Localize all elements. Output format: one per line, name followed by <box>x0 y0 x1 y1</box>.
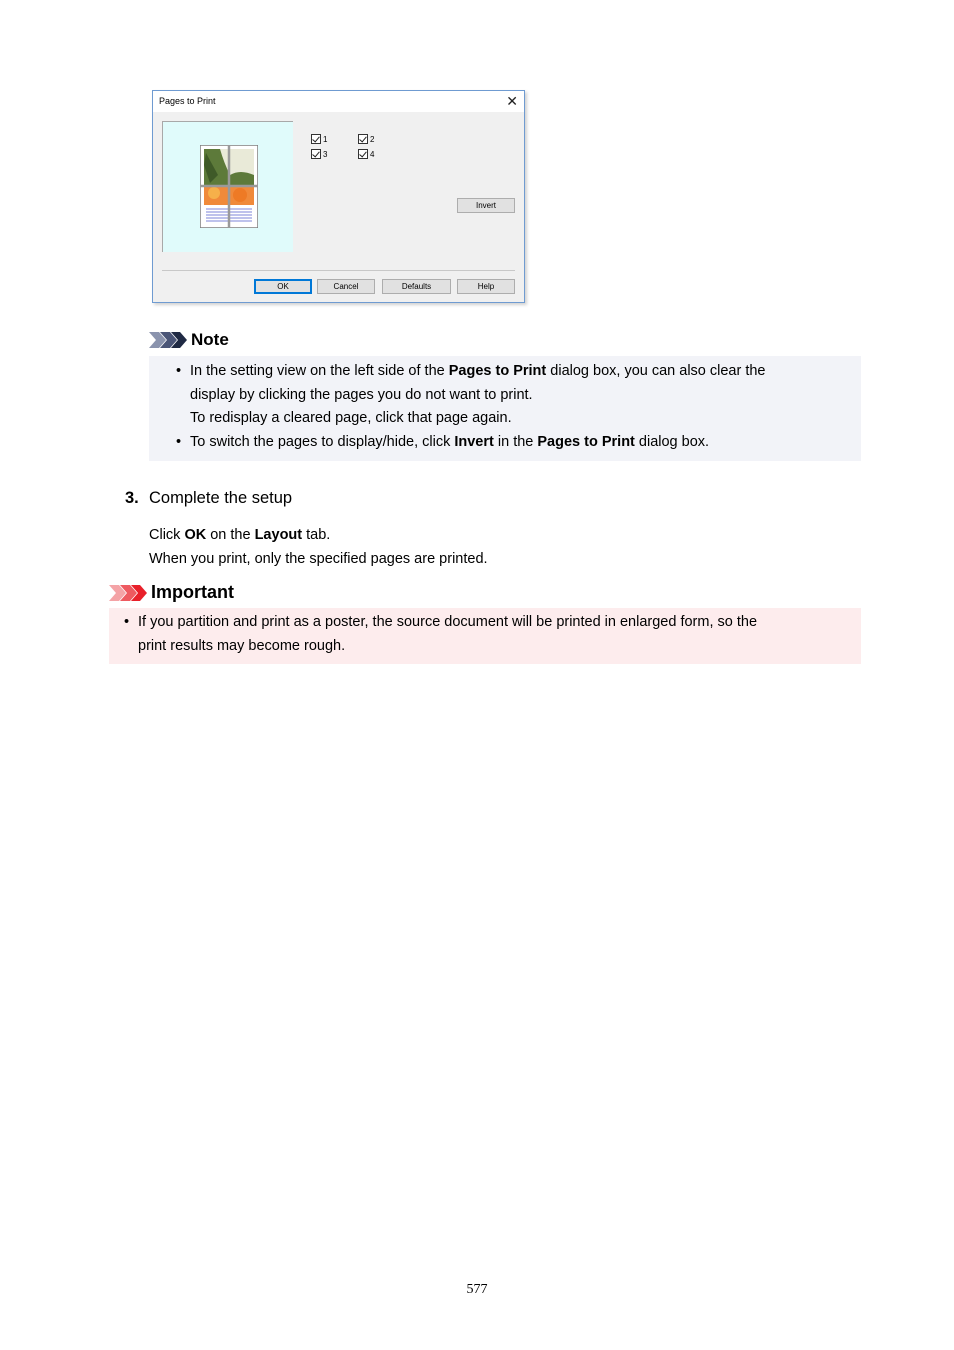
help-button[interactable]: Help <box>457 279 515 294</box>
close-icon[interactable]: ✕ <box>506 93 518 109</box>
step-title: Complete the setup <box>149 489 293 507</box>
checkbox-label: 3 <box>323 149 328 159</box>
step-body <box>149 524 488 571</box>
list-item <box>124 611 854 658</box>
poster-preview-image[interactable] <box>200 145 258 228</box>
important-heading <box>109 582 234 603</box>
step-bold-text: Layout <box>254 527 303 543</box>
note-bold-text: Pages to Print <box>448 363 547 379</box>
note-heading <box>149 330 229 350</box>
step-text: tab. <box>302 527 331 543</box>
note-text: in the <box>493 433 538 450</box>
note-text: dialog box. <box>634 433 710 450</box>
note-bold-text: Invert <box>454 433 494 450</box>
important-text: If you partition and print as a poster, the source document will be printed in enlarged form, so the <box>138 614 758 630</box>
important-chevrons-icon <box>109 585 147 601</box>
note-bold-text: Pages to Print <box>537 433 635 450</box>
invert-button[interactable]: Invert <box>457 198 515 213</box>
page-preview-area[interactable] <box>162 121 293 252</box>
bullet: • <box>176 433 182 450</box>
step-text: Click <box>149 527 185 543</box>
note-label: Note <box>191 330 229 349</box>
page-4-checkbox[interactable] <box>358 149 374 159</box>
list-item <box>176 360 856 431</box>
important-box <box>109 608 861 664</box>
step-line <box>149 524 488 548</box>
checkbox-checked-icon <box>311 134 321 144</box>
page-number: 577 <box>466 1282 488 1297</box>
dialog-separator <box>162 270 515 271</box>
checkbox-checked-icon <box>358 149 368 159</box>
ok-button[interactable]: OK <box>254 279 312 294</box>
checkbox-label: 1 <box>323 134 328 144</box>
step-text: on the <box>206 527 255 543</box>
note-chevrons-icon <box>149 332 187 348</box>
checkbox-label: 2 <box>370 134 375 144</box>
checkbox-checked-icon <box>311 149 321 159</box>
note-text: In the setting view on the left side of the <box>190 363 449 379</box>
cancel-button[interactable]: Cancel <box>317 279 375 294</box>
step-number: 3. <box>125 489 139 507</box>
note-text: display by clicking the pages you do not want to print. <box>190 386 533 403</box>
checkbox-checked-icon <box>358 134 368 144</box>
bullet: • <box>176 363 182 379</box>
note-list <box>176 360 856 454</box>
page-1-checkbox[interactable] <box>311 134 327 144</box>
note-box <box>149 356 861 461</box>
list-item <box>176 431 856 455</box>
dialog-title: Pages to Print <box>159 96 216 106</box>
page-3-checkbox[interactable] <box>311 149 327 159</box>
important-text: print results may become rough. <box>138 637 346 654</box>
checkbox-label: 4 <box>370 149 375 159</box>
step-line: When you print, only the specified pages are printed. <box>149 550 488 567</box>
pages-to-print-dialog <box>152 90 525 303</box>
bullet: • <box>124 614 130 630</box>
note-text: To switch the pages to display/hide, click <box>190 433 455 450</box>
note-text: dialog box, you can also clear the <box>546 363 766 379</box>
note-text: To redisplay a cleared page, click that page again. <box>190 410 512 426</box>
important-label: Important <box>151 582 234 602</box>
page-2-checkbox[interactable] <box>358 134 374 144</box>
defaults-button[interactable]: Defaults <box>382 279 451 294</box>
important-list <box>124 611 854 658</box>
step-bold-text: OK <box>184 527 207 543</box>
dialog-titlebar <box>153 91 524 112</box>
